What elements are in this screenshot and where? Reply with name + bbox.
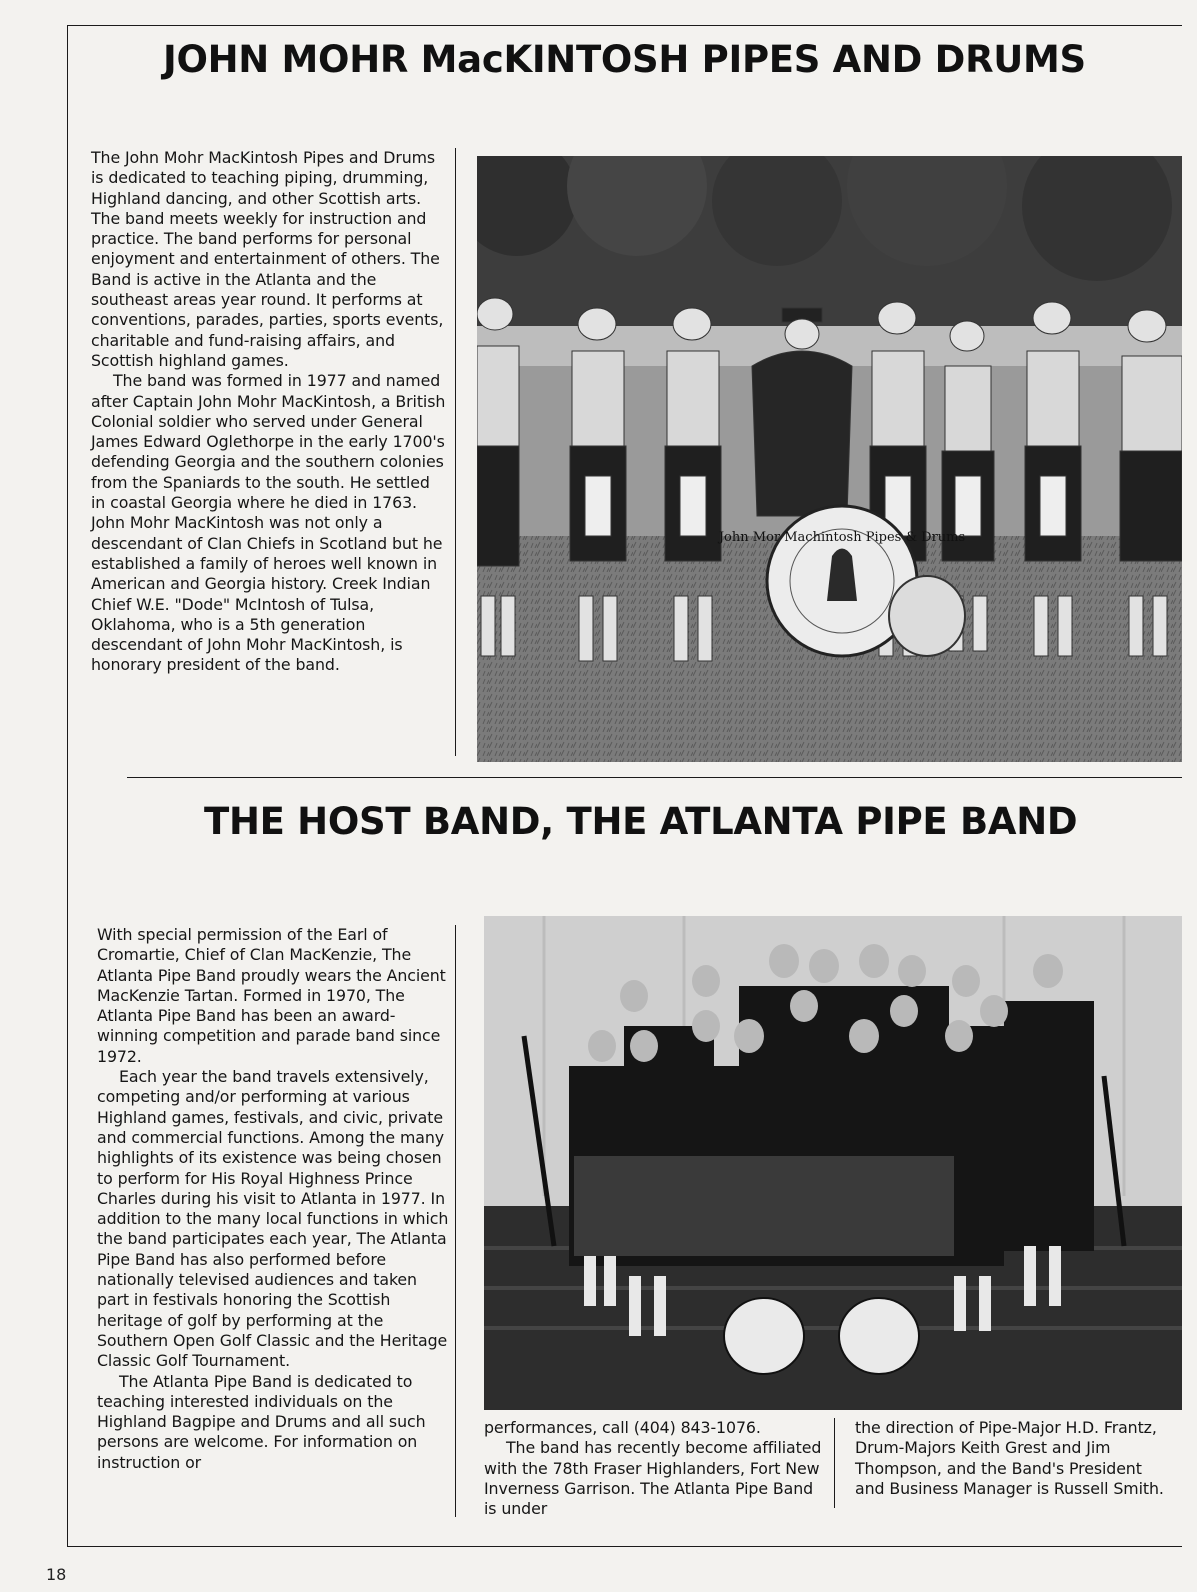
section1-title: JOHN MOHR MacKINTOSH PIPES AND DRUMS: [163, 38, 1086, 81]
section2-paragraph: The band has recently become affiliated with the 78th Fraser Highlanders, Fort New Inverness Garrison. The Atlanta Pipe Band is under: [484, 1438, 822, 1519]
section2-paragraph: the direction of Pipe-Major H.D. Frantz, Drum-Majors Keith Grest and Jim Thompson, and the Band's President and Business Manager is Russell Smith.: [855, 1418, 1164, 1498]
drum-inscription: John Mor Machintosh Pipes & Drums: [718, 530, 966, 545]
section2-paragraph: With special permission of the Earl of Cromartie, Chief of Clan MacKenzie, The Atlanta Pipe Band proudly wears the Ancient MacKenzie Tartan. Formed in 1970, The Atlanta Pipe Band has been an award-winning competition and parade band since 1972.: [97, 925, 446, 1066]
section2-text-column-3: [855, 1418, 1175, 1499]
section2-text-column-1: [97, 925, 449, 1473]
section2-paragraph: The Atlanta Pipe Band is dedicated to teaching interested individuals on the Highland Bagpipe and Drums and all such persons are welcome. For information on instruction or: [97, 1371, 426, 1472]
section1-text: [91, 148, 446, 676]
section2-paragraph: Each year the band travels extensively, competing and/or performing at various Highland games, festivals, and civic, private and commercial functions. Among the many highlights of its existence was being chosen to perform for His Royal Highness Prince Charles during his visit to Atlanta in 1977. In addition to the many local functions in which the band participates each year, The Atlanta Pipe Band has also performed before nationally televised audiences and taken part in festivals honoring the Scottish heritage of golf by performing at the Southern Open Golf Classic and the Heritage Classic Golf Tournament.: [97, 1067, 449, 1371]
section1-paragraph: The John Mohr MacKintosh Pipes and Drums is dedicated to teaching piping, drumming, Highland dancing, and other Scottish arts. The band meets weekly for instruction and practice. The band performs for personal enjoyment and entertainment of others. The Band is active in the Atlanta and the southeast areas year round. It performs at conventions, parades, parties, sports events, charitable and fund-raising affairs, and Scottish highland games.: [91, 148, 444, 370]
section-divider: [127, 777, 1182, 778]
column-divider: [455, 148, 456, 756]
section1-paragraph: The band was formed in 1977 and named after Captain John Mohr MacKintosh, a British Colonial soldier who served under General James Edward Oglethorpe in the early 1700's defending Georgia and the southern colonies from the Spaniards to the south. He settled in coastal Georgia where he died in 1763. John Mohr MacKintosh was not only a descendant of Clan Chiefs in Scotland but he established a family of heroes well known in American and Georgia history. Creek Indian Chief W.E. "Dode" McIntosh of Tulsa, Oklahoma, who is a 5th generation descendant of John Mohr MacKintosh, is honorary president of the band.: [91, 371, 446, 675]
page-number: 18: [46, 1565, 67, 1584]
pipes-and-drums-photo: [477, 156, 1182, 762]
atlanta-pipe-band-photo: [484, 916, 1182, 1410]
section2-title: THE HOST BAND, THE ATLANTA PIPE BAND: [204, 800, 1078, 843]
section2-text-column-2: [484, 1418, 824, 1519]
column-divider: [834, 1418, 835, 1508]
section2-paragraph: performances, call (404) 843-1076.: [484, 1418, 761, 1437]
column-divider: [455, 925, 456, 1517]
